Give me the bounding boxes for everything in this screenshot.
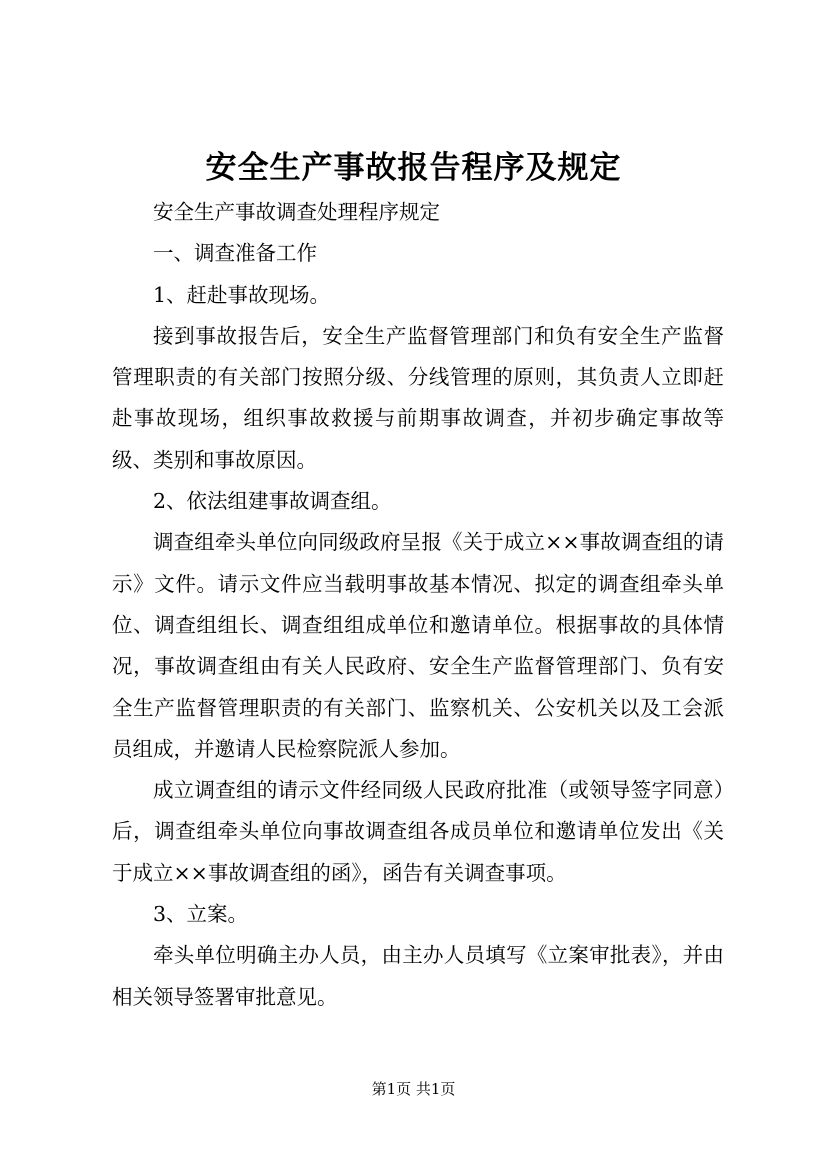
- paragraph-item-2: 2、依法组建事故调查组。: [153, 489, 392, 514]
- paragraph: 调查组牵头单位向同级政府呈报《关于成立××事故调查组的请示》文件。请示文件应当载明事故基本情况、拟定的调查组牵头单位、调查组组长、调查组组成单位和邀请单位。根据事故的具体情况，事故调查组由有关人民政府、安全生产监督管理部门、负有安全生产监督管理职责的有关部门、监察机关、公安机关以及工会派员组成，并邀请人民检察院派人参加。: [112, 530, 724, 761]
- document-title: 安全生产事故报告程序及规定: [205, 150, 622, 186]
- page-number: 第1页 共1页: [371, 1080, 456, 1098]
- paragraph-item-1: 1、赶赴事故现场。: [153, 282, 331, 307]
- paragraph: 接到事故报告后，安全生产监督管理部门和负有安全生产监督管理职责的有关部门按照分级、分线管理的原则，其负责人立即赶赴事故现场，组织事故救援与前期事故调查，并初步确定事故等级、类别和事故原因。: [112, 323, 724, 472]
- paragraph-subtitle: 安全生产事故调查处理程序规定: [153, 200, 440, 224]
- paragraph-item-3: 3、立案。: [153, 902, 249, 927]
- paragraph: 牵头单位明确主办人员，由主办人员填写《立案审批表》，并由相关领导签署审批意见。: [112, 943, 724, 1009]
- paragraph-section-heading: 一、调查准备工作: [153, 241, 317, 266]
- paragraph: 成立调查组的请示文件经同级人民政府批准（或领导签字同意）后，调查组牵头单位向事故调查组各成员单位和邀请单位发出《关于成立××事故调查组的函》，函告有关调查事项。: [112, 778, 724, 885]
- document-body: [112, 192, 724, 1018]
